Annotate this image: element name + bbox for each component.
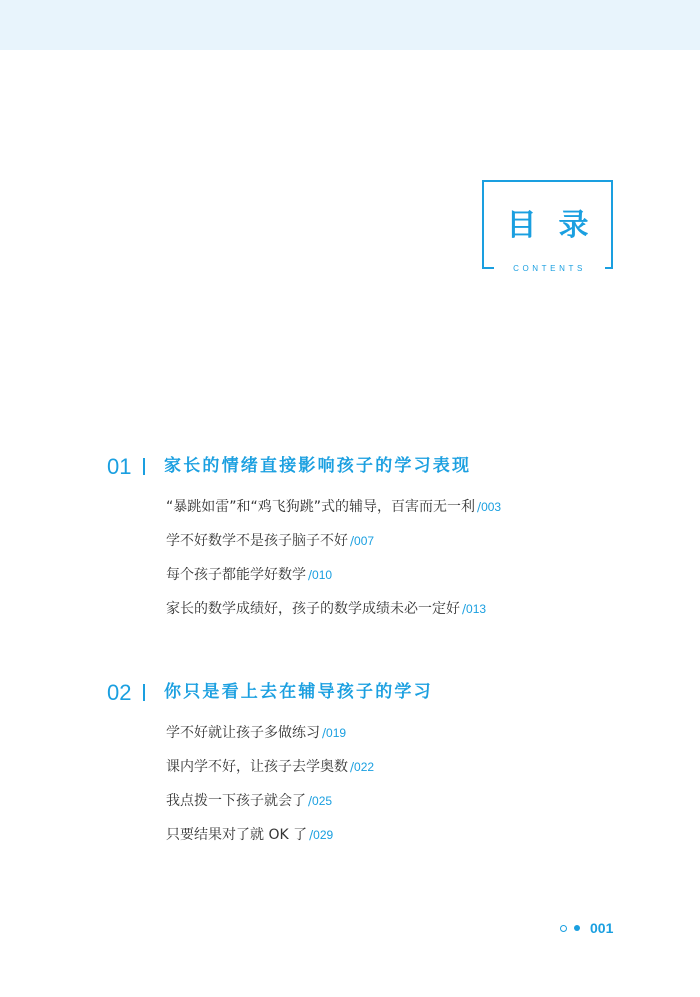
toc-entry[interactable]	[166, 599, 501, 633]
toc-entry-text: 学不好数学不是孩子脑子不好	[166, 533, 348, 549]
chapter-heading[interactable]	[0, 680, 700, 706]
toc-entry[interactable]	[166, 791, 374, 825]
toc-entry[interactable]	[166, 825, 374, 859]
page-separator: /	[350, 760, 355, 774]
toc-entry[interactable]	[166, 723, 374, 757]
toc-entry-page: 013	[466, 602, 487, 616]
page-separator: /	[462, 602, 467, 616]
chapter-number: 01	[107, 454, 132, 479]
toc-entry-text: 家长的数学成绩好，孩子的数学成绩未必一定好	[166, 601, 460, 617]
toc-entry-page: 025	[312, 794, 333, 808]
page-separator: /	[309, 828, 314, 842]
toc-entry-list	[166, 723, 374, 859]
toc-entry-page: 007	[354, 534, 375, 548]
toc-entry-page: 003	[481, 500, 502, 514]
contents-title-box	[482, 180, 613, 273]
toc-entry[interactable]	[166, 497, 501, 531]
toc-entry-text: 我点拨一下孩子就会了	[166, 793, 306, 809]
chapter-divider	[143, 684, 145, 701]
chapter-divider	[143, 458, 145, 475]
toc-entry-page: 019	[326, 726, 347, 740]
chapter-title: 你只是看上去在辅导孩子的学习	[164, 682, 433, 702]
page-separator: /	[477, 500, 482, 514]
toc-entry-text: 课内学不好，让孩子去学奥数	[166, 759, 348, 775]
page-separator: /	[308, 794, 313, 808]
top-color-band	[0, 0, 700, 50]
toc-entry[interactable]	[166, 757, 374, 791]
page-number: 001	[590, 920, 614, 936]
toc-entry-text: 学不好就让孩子多做练习	[166, 725, 320, 741]
hollow-dot-icon	[560, 925, 567, 932]
page-separator: /	[308, 568, 313, 582]
page-title: 目录	[506, 208, 611, 243]
toc-entry-list	[166, 497, 501, 633]
toc-entry-text: 只要结果对了就 OK 了	[166, 827, 308, 843]
toc-entry[interactable]	[166, 531, 501, 565]
toc-entry-text: “暴跳如雷”和“鸡飞狗跳”式的辅导，百害而无一利	[166, 499, 476, 515]
page-separator: /	[350, 534, 355, 548]
filled-dot-icon	[574, 925, 580, 931]
toc-entry-page: 029	[313, 828, 334, 842]
page-separator: /	[322, 726, 327, 740]
chapter-heading[interactable]	[0, 454, 700, 480]
page-subtitle: CONTENTS	[494, 262, 605, 276]
chapter-title: 家长的情绪直接影响孩子的学习表现	[164, 456, 472, 476]
toc-entry-text: 每个孩子都能学好数学	[166, 567, 306, 583]
chapter-number: 02	[107, 680, 132, 705]
toc-entry-page: 010	[312, 568, 333, 582]
toc-entry-page: 022	[354, 760, 375, 774]
toc-entry[interactable]	[166, 565, 501, 599]
